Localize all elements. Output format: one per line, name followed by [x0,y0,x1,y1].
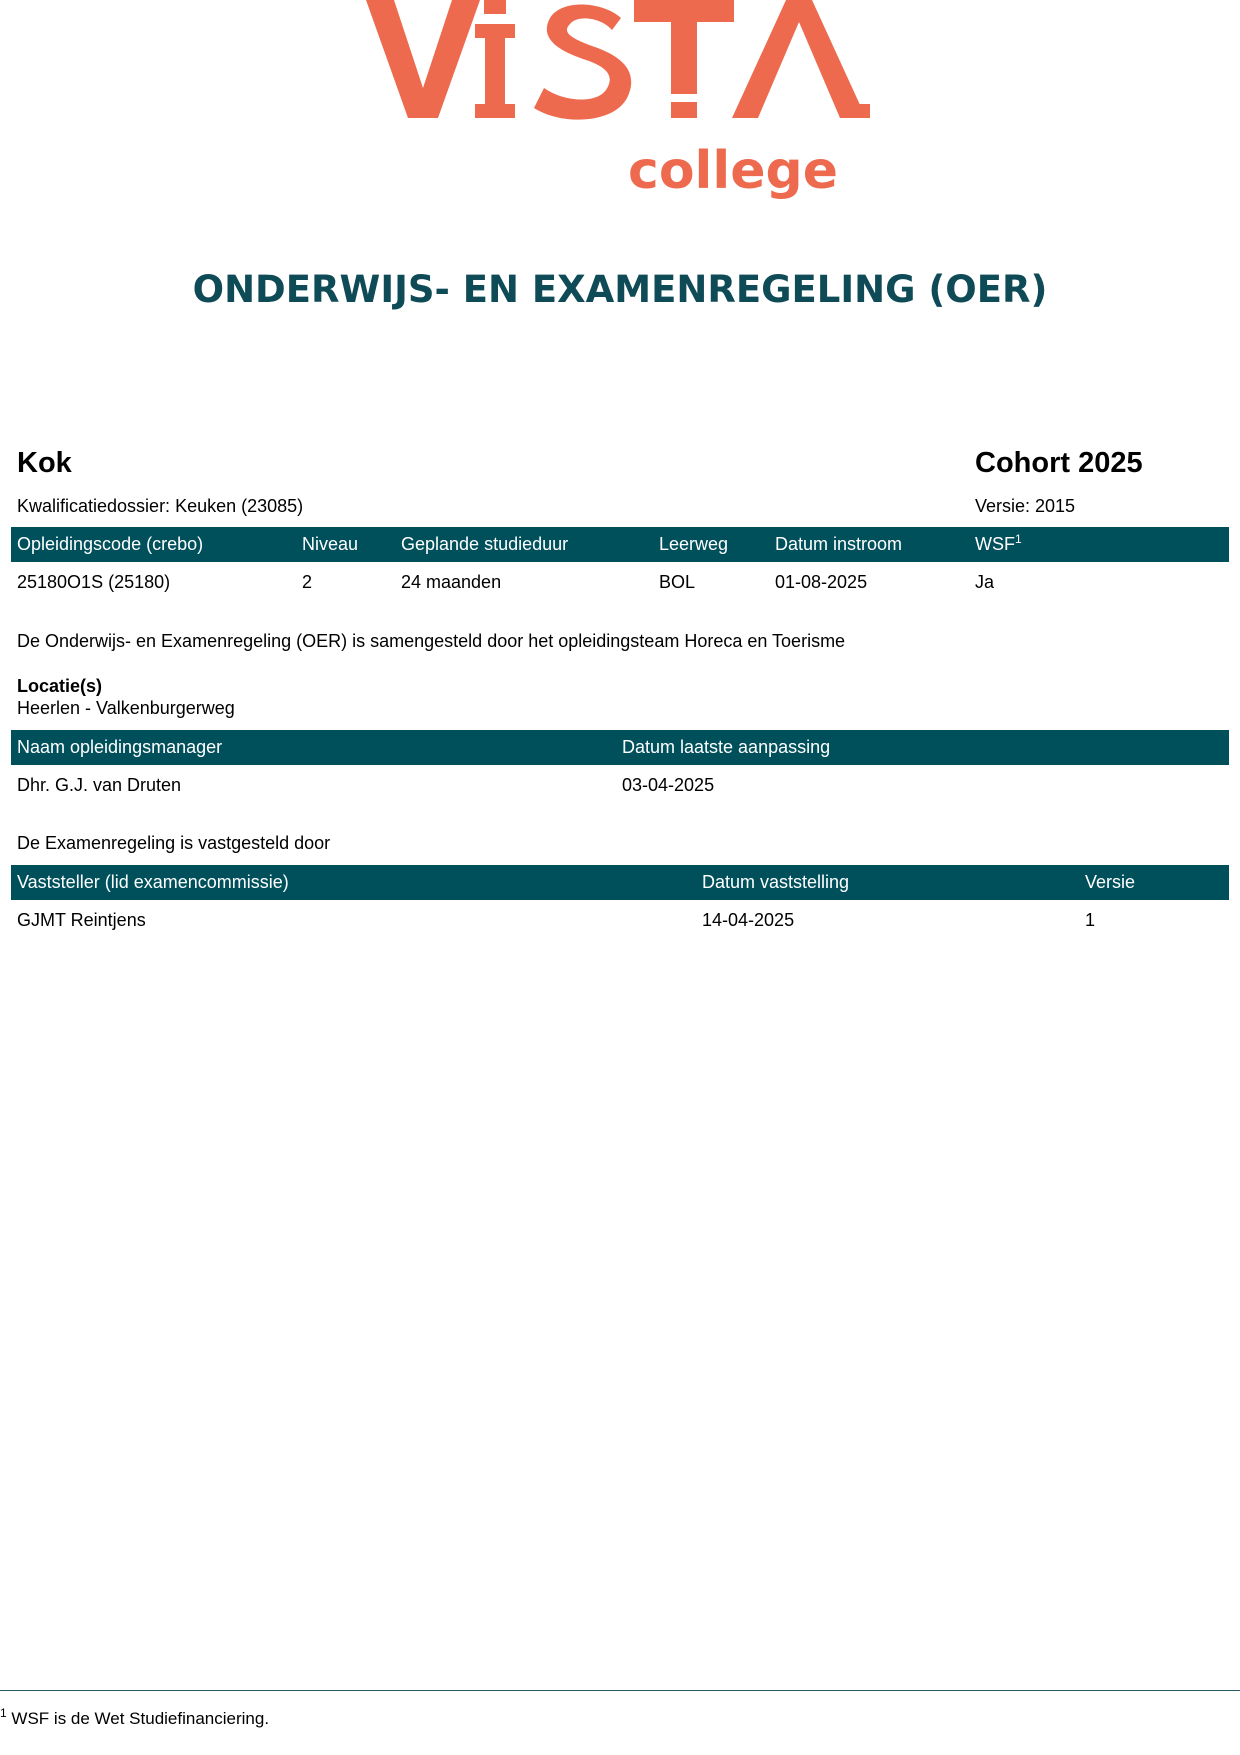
cell-laatste-aanpassing: 03-04-2025 [622,775,715,795]
location-label: Locatie(s) [17,676,103,696]
col-vaststeller: Vaststeller (lid examencommissie) [17,872,289,892]
footnote [0,1706,270,1729]
footnote-divider [0,1690,1240,1691]
vista-college-logo [0,0,1240,220]
footnote-text: WSF is de Wet Studiefinanciering. [11,1709,270,1728]
vista-logo-graphic [366,0,876,205]
col-versie: Versie [1085,872,1136,892]
cell-datum-vaststelling: 14-04-2025 [702,910,795,930]
course-name: Kok [17,447,72,479]
cell-datum-instroom: 01-08-2025 [775,572,868,592]
cell-vaststeller: GJMT Reintjens [17,910,146,930]
col-laatste-aanpassing: Datum laatste aanpassing [622,737,831,757]
cell-niveau: 2 [302,572,313,592]
col-leerweg: Leerweg [659,534,729,554]
table-row [11,768,1229,803]
col-wsf-label: WSF [975,534,1015,554]
table-row [11,903,1229,938]
col-opleidingsmanager: Naam opleidingsmanager [17,737,223,757]
location-value: Heerlen - Valkenburgerweg [17,698,235,718]
col-wsf [975,534,1022,555]
cell-opleidingscode: 25180O1S (25180) [17,572,171,592]
col-opleidingscode: Opleidingscode (crebo) [17,534,204,554]
course-table-header [11,527,1229,562]
kwalificatiedossier: Kwalificatiedossier: Keuken (23085) [17,496,304,516]
col-studieduur: Geplande studieduur [401,534,569,554]
logo-college-text: college [628,141,838,201]
col-niveau: Niveau [302,534,359,554]
intro-text: De Onderwijs- en Examenregeling (OER) is samengesteld door het opleidingsteam Horeca en Toerisme [17,631,846,651]
cell-studieduur: 24 maanden [401,572,502,592]
cohort-heading: Cohort 2025 [975,447,1143,479]
cell-wsf: Ja [975,572,995,592]
document-title: ONDERWIJS- EN EXAMENREGELING (OER) [192,268,1048,311]
col-datum-vaststelling: Datum vaststelling [702,872,850,892]
exam-table-header [11,865,1229,900]
dossier-version: Versie: 2015 [975,496,1076,516]
manager-table-header [11,730,1229,765]
cell-versie: 1 [1085,910,1096,930]
cell-opleidingsmanager: Dhr. G.J. van Druten [17,775,182,795]
footnote-ref: 1 [1015,532,1022,546]
footnote-marker: 1 [0,1706,7,1720]
exam-intro-text: De Examenregeling is vastgesteld door [17,833,331,853]
cell-leerweg: BOL [659,572,696,592]
table-row [11,565,1229,600]
col-datum-instroom: Datum instroom [775,534,903,554]
